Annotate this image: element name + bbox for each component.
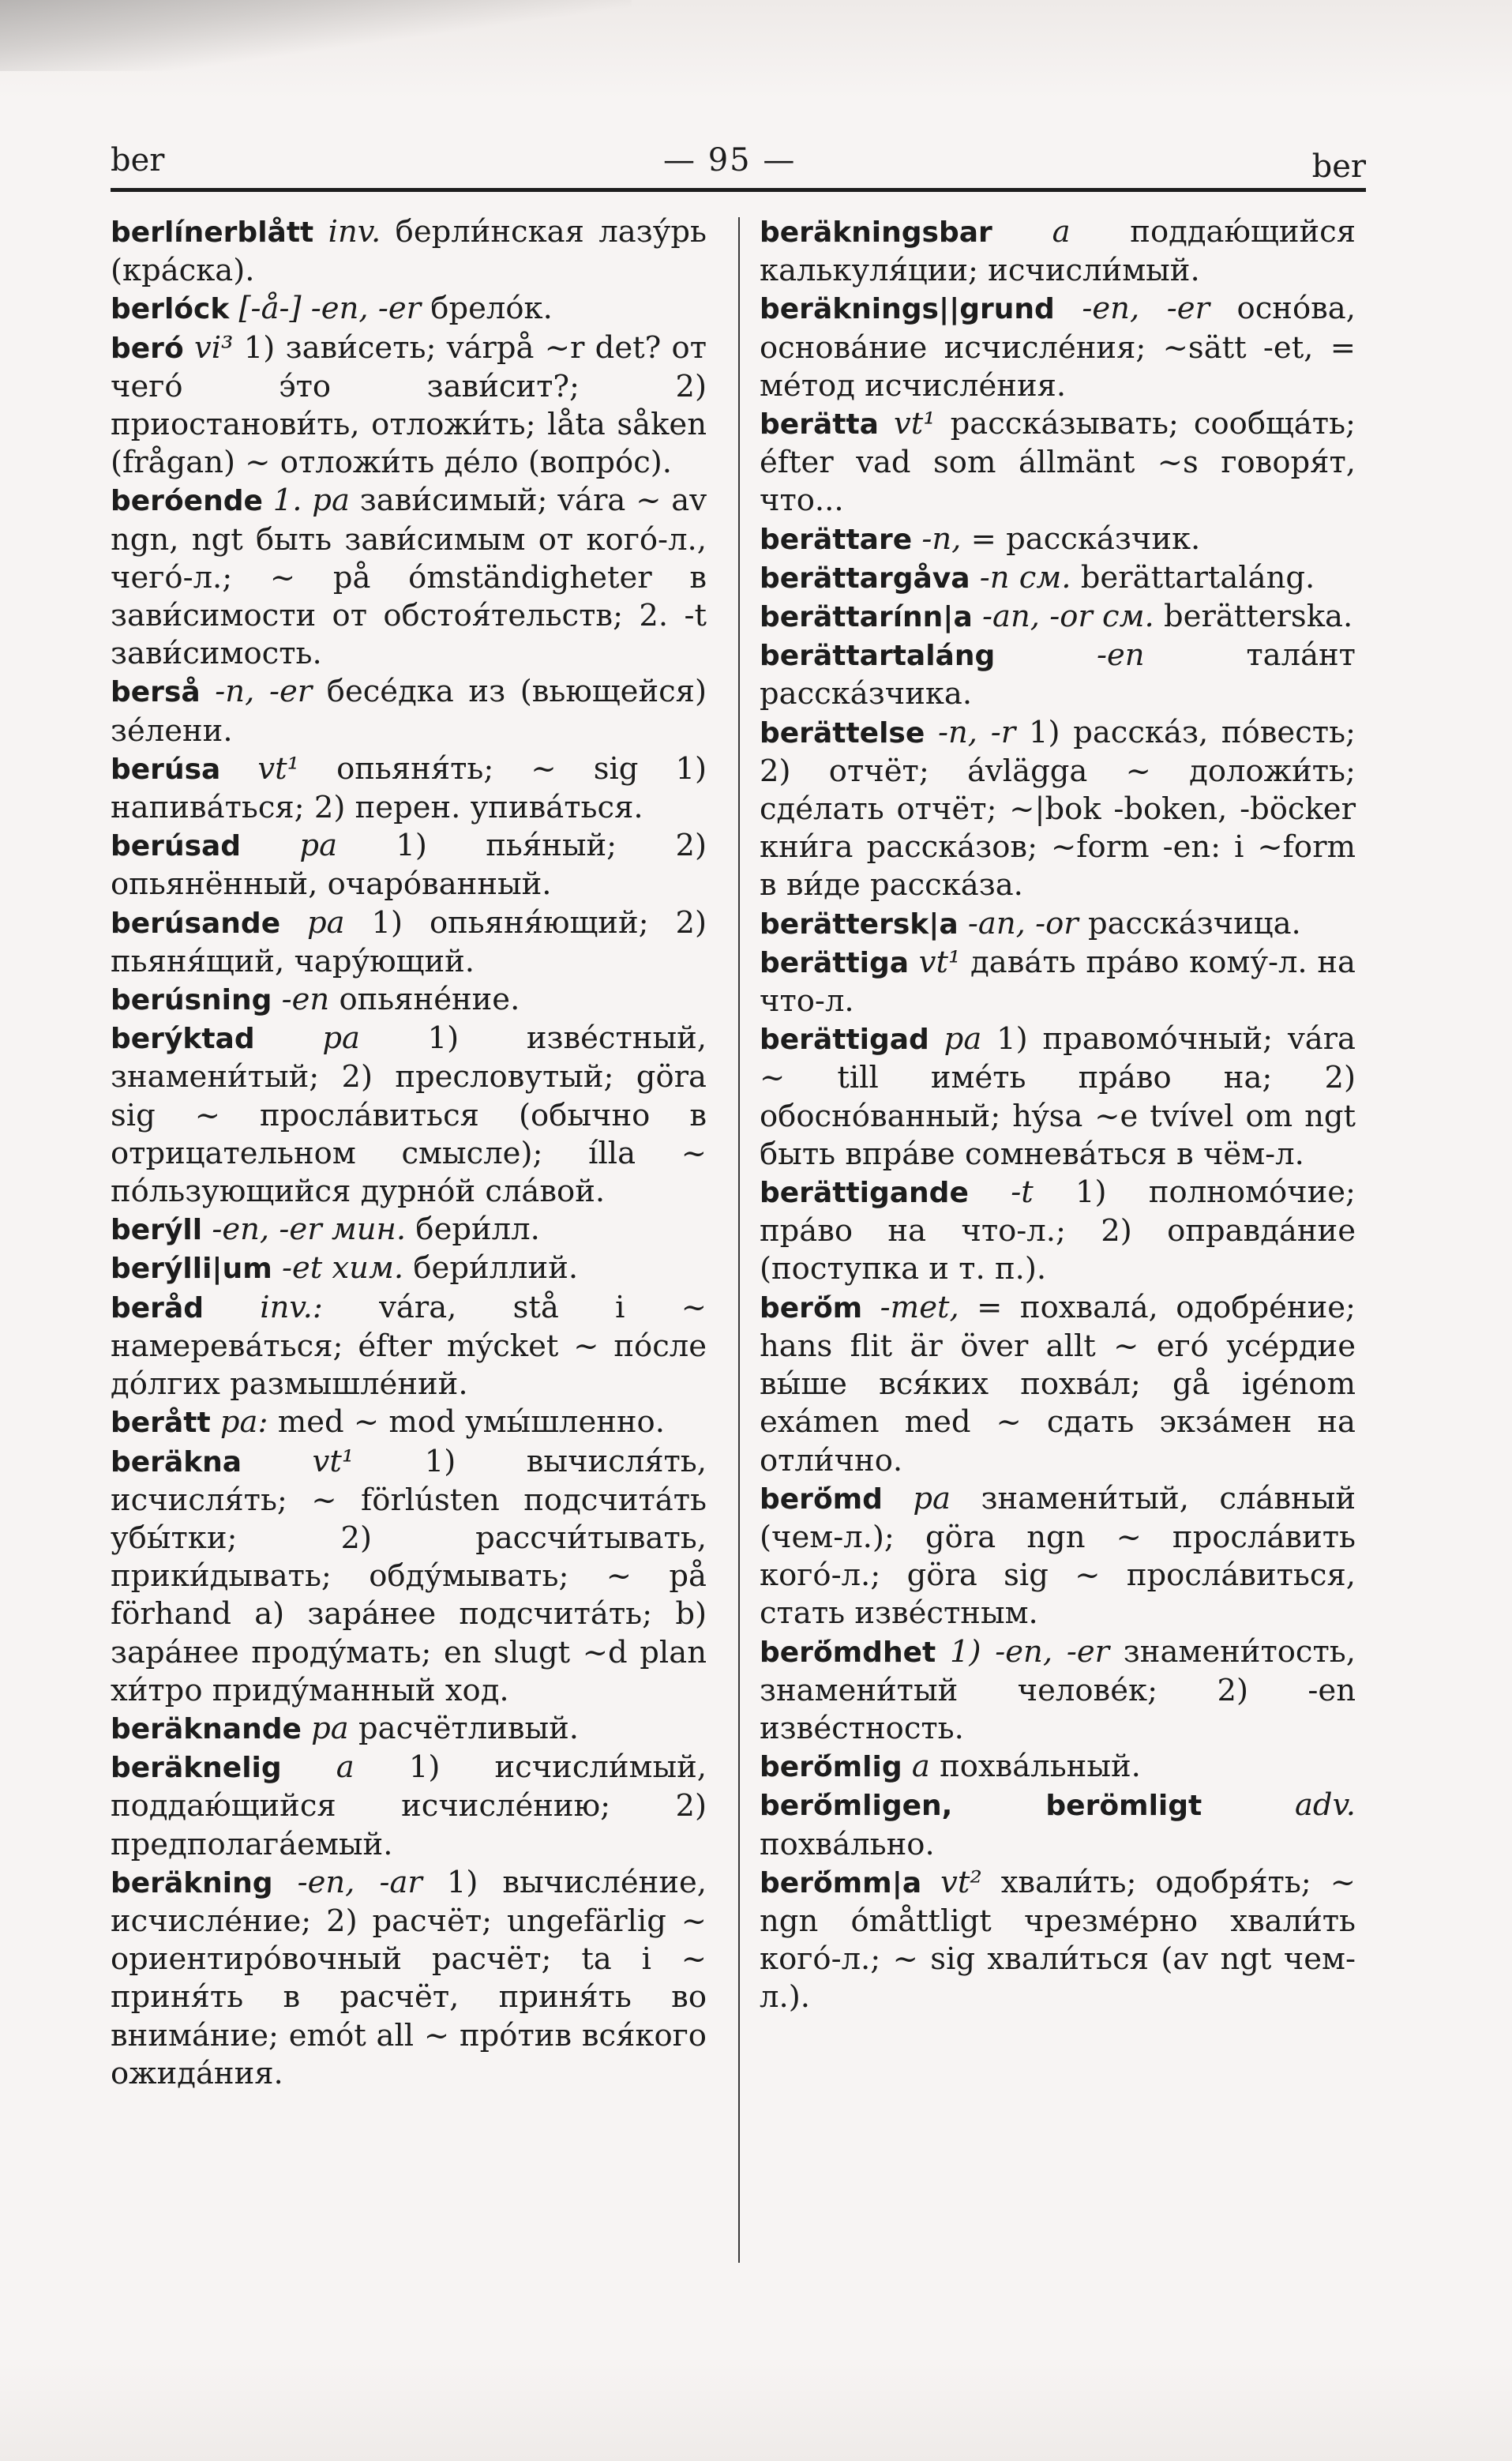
entry-headword: beräkningsbar [760,216,992,249]
dictionary-entry [760,405,1356,520]
dictionary-entry [111,1403,707,1442]
entry-translation: зави́симый; vára ~ av ngn, ngt быть зави́симым от кого́-л., чего́-л.; ~ på ómständigheter в зави́симости от обстоя́тельств; 2. -t зави́симость. [111,483,707,672]
entry-headword: beråd [111,1291,204,1324]
entry-translation: 1) вычисля́ть, исчисля́ть; ~ förlústen подсчита́ть убы́тки; 2) рассчи́тывать, прики́дывать; обду́мывать; ~ på förhand a) зара́нее подсчита́ть; b) зара́нее проду́мать; en slugt ~d plan хи́тро приду́манный ход. [111,1443,707,1708]
entry-grammar: -en [995,637,1145,674]
entry-headword: beräkna [111,1445,242,1478]
entry-translation: знамени́тость, знамени́тый челове́к; 2) -en изве́стность. [760,1633,1356,1746]
entry-grammar: -en, -er мин. [202,1212,407,1248]
entry-headword: berått [111,1407,211,1440]
entry-grammar: inv.: [204,1289,323,1325]
entry-grammar: [-å-] -en, -er [229,291,422,327]
entry-grammar: vt¹ [878,406,936,442]
entry-grammar: a [902,1749,930,1785]
dictionary-entry [760,1020,1356,1174]
entry-grammar: inv. [313,214,381,250]
entry-grammar: -n, -er [200,674,313,710]
left-column [111,213,707,2093]
entry-grammar: pa [882,1480,951,1516]
entry-grammar: pa [280,904,345,941]
dictionary-entry [111,904,707,981]
entry-translation: бесе́дка из (вьющейся) зе́лени. [111,674,707,749]
dictionary-entry [760,559,1356,598]
dictionary-entry [760,520,1356,559]
entry-translation: похвала́, одобре́ние; hans flit är över allt ~ его́ усе́рдие вы́ше вся́ких похва́л; gå igénom exámen med ~ сдать экза́мен на отли́чно. [760,1289,1356,1478]
entry-headword: berýktad [111,1023,255,1056]
entry-grammar: 1. pa [262,483,350,519]
entry-headword: berlóck [111,293,230,326]
entry-headword: berättelse [760,716,925,750]
entry-translation: брело́к. [421,291,553,327]
dictionary-entry [760,1787,1356,1863]
entry-grammar: pa [929,1021,982,1058]
header-right-guideword: ber [1311,148,1366,185]
entry-headword: berö́mdhet [760,1636,936,1669]
dictionary-entry [760,637,1356,713]
entry-translation: осно́ва, основа́ние исчисле́ния; ~sätt -et, = ме́тод исчисле́ния. [760,291,1356,404]
entry-grammar: pa [254,1020,360,1057]
entry-translation: 1) полномо́чие; пра́во на что-л.; 2) оправда́ние (поступка и т. п.). [760,1174,1356,1287]
entry-headword: berättiga [760,946,910,979]
entry-headword: beróende [111,485,263,518]
header-left-guideword: ber [111,142,165,178]
entry-translation: похва́льно. [760,1826,935,1862]
entry-translation: опьяне́ние. [329,982,520,1018]
entry-translation: опьяня́ть; ~ sig 1) напива́ться; 2) перен. упива́ться. [111,750,707,826]
entry-translation: бери́лл. [406,1212,540,1248]
entry-translation: 1) расска́з, по́весть; 2) отчёт; ávlägga ~ доложи́ть; сде́лать отчёт; ~|bok -boken, -böcker кни́га расска́зов; ~form -en: i ~form в ви́де расска́за. [760,714,1356,904]
column-divider [738,217,740,2263]
entry-translation: 1) зави́сеть; várpå ~r det? от чего́ э́то зави́сит?; 2) приостанови́ть, отложи́ть; låta såken (frågan) ~ отложи́ть де́ло (вопро́с). [111,329,707,481]
entry-headword: berúsning [111,984,272,1017]
page-number: — 95 — [663,142,797,178]
dictionary-entry [760,1864,1356,2017]
entry-headword: beräkning [111,1866,273,1899]
entry-headword: berýll [111,1214,203,1247]
entry-grammar: 1) -en, -er [936,1633,1110,1670]
dictionary-entry [111,673,707,750]
dictionary-entry [111,1249,707,1288]
entry-headword: berättare [760,523,913,556]
dictionary-entry [760,944,1356,1020]
entry-translation: поддаю́щийся калькуля́ции; исчисли́мый. [760,214,1356,289]
dictionary-entry [111,1289,707,1404]
entry-translation: vára, stå i ~ намерева́ться; éfter mýcket ~ по́сле до́лгих размышле́ний. [111,1289,707,1403]
entry-grammar: a [992,214,1071,250]
entry-headword: beräknings||grund [760,293,1055,326]
entry-translation: хвали́ть; одобря́ть; ~ ngn ómåttligt чрезме́рно хвали́ть кого́-л.; ~ sig хвали́ться (av ngt чем-л.). [760,1864,1356,2016]
entry-headword: berättigande [760,1177,969,1210]
entry-grammar: vt¹ [909,944,961,980]
dictionary-entry [760,1174,1356,1289]
entry-translation: расска́зчица. [1078,905,1301,941]
right-column [760,213,1356,2017]
entry-headword: berlínerblått [111,216,314,249]
dictionary-entry [111,1864,707,2093]
entry-headword: berättartaláng [760,640,996,673]
entry-headword: beró [111,332,184,365]
dictionary-entry [111,827,707,904]
entry-translation: 1) исчисли́мый, поддаю́щийся исчисле́нию; 2) предполага́емый. [111,1749,707,1862]
entry-headword: berö́mm|a [760,1866,922,1899]
entry-grammar: vt² [921,1864,982,1900]
header-rule [111,188,1366,192]
page-header [111,142,1366,190]
entry-grammar: pa [241,828,338,864]
entry-headword: berúsad [111,830,242,863]
entry-grammar: -en [272,982,330,1018]
dictionary-entry [760,1480,1356,1633]
dictionary-entry [760,1633,1356,1749]
dictionary-entry [111,1749,707,1864]
entry-grammar: -et хим. [272,1250,404,1287]
entry-translation: 1) правомо́чный; vára ~ till име́ть пра́во на; 2) обосно́ванный; hýsa ~e tvível om ngt быть впра́ве сомнева́ться в чём-л. [760,1021,1356,1172]
entry-headword: berýlli|um [111,1253,272,1286]
entry-grammar: -n, = [912,520,996,557]
entry-grammar: -en, -er [1054,291,1210,327]
dictionary-entry [111,290,707,329]
entry-headword: berättarínn|a [760,601,973,634]
entry-headword: beräknande [111,1712,302,1745]
entry-grammar: -n, -r [925,714,1016,750]
entry-headword: berså [111,676,201,709]
dictionary-entry [111,981,707,1020]
dictionary-entry [760,714,1356,905]
torn-corner-shadow [0,0,632,71]
entry-headword: berättersk|a [760,907,959,941]
entry-translation: берли́нская лазу́рь (кра́ска). [111,214,707,289]
entry-grammar: -met, = [862,1289,1003,1325]
dictionary-entry [760,1748,1356,1787]
dictionary-entry [760,213,1356,290]
dictionary-entry [760,598,1356,637]
entry-headword: berúsande [111,907,281,940]
entry-grammar: adv. [1202,1787,1356,1824]
entry-translation: 1) изве́стный, знамени́тый; 2) пресловутый; göra sig ~ просла́виться (обычно в отрицательном смысле); ílla ~ по́льзующийся дурно́й сла́вой. [111,1020,707,1210]
entry-translation: расска́зчик. [996,520,1201,557]
entry-grammar: vt¹ [242,1443,355,1479]
dictionary-entry [111,1211,707,1249]
dictionary-entry [111,1710,707,1749]
entry-headword: beräknelig [111,1752,282,1785]
entry-headword: berö́m [760,1291,863,1324]
entry-headword: berättigad [760,1024,929,1057]
entry-headword: berö́mlig [760,1751,902,1784]
entry-grammar: -en, -ar [272,1864,422,1900]
dictionary-entry [111,1443,707,1710]
entry-grammar: vt¹ [220,750,300,787]
entry-headword: berättargåva [760,562,970,595]
entry-headword: berö́md [760,1482,883,1516]
entry-translation: расчётливый. [348,1710,580,1746]
entry-translation: 1) вычисле́ние, исчисле́ние; 2) расчёт; ungefärlig ~ ориентиро́вочный расчёт; ta i ~ приня́ть в расчёт, приня́ть во внима́ние; emót all ~ про́тив вся́кого ожида́ния. [111,1864,707,2091]
entry-translation: 1) пья́ный; 2) опьянённый, очаро́ванный. [111,828,707,903]
entry-grammar: -an, -or [958,905,1079,941]
entry-grammar: pa [301,1710,349,1746]
dictionary-entry [111,750,707,827]
entry-translation: тала́нт расска́зчика. [760,637,1356,712]
entry-headword: berúsa [111,753,221,786]
entry-grammar: a [281,1749,355,1786]
dictionary-entry [760,1289,1356,1480]
entry-translation: знамени́тый, сла́вный (чем-л.); göra ngn ~ просла́вить кого́-л.; göra sig ~ просла́виться, стать изве́стным. [760,1480,1356,1632]
entry-grammar: pa: [210,1404,268,1441]
dictionary-entry [760,905,1356,944]
entry-headword: berätta [760,408,879,441]
entry-grammar: -an, -or см. [972,599,1154,635]
dictionary-entry [111,213,707,290]
entry-translation: расска́зывать; сообща́ть; éfter vad som állmänt ~s говоря́т, что... [760,406,1356,519]
entry-grammar: vi³ [183,329,234,366]
entry-translation: похва́льный. [929,1749,1141,1785]
dictionary-entry [111,329,707,483]
entry-translation: дава́ть пра́во кому́-л. на что-л. [760,944,1356,1020]
entry-translation: berätterska. [1154,599,1353,635]
entry-translation: бери́ллий. [403,1250,579,1287]
dictionary-entry [760,290,1356,405]
entry-grammar: -t [968,1174,1034,1211]
dictionary-entry [111,482,707,673]
entry-translation: berättartaláng. [1071,559,1315,596]
entry-grammar: -n см. [970,559,1071,596]
dictionary-entry [111,1020,707,1211]
entry-translation: med ~ mod умы́шленно. [268,1404,665,1441]
entry-headword: berö́mligen, berömligt [760,1790,1202,1823]
entry-translation: 1) опьяня́ющий; 2) пьяня́щий, чару́ющий. [111,904,707,979]
